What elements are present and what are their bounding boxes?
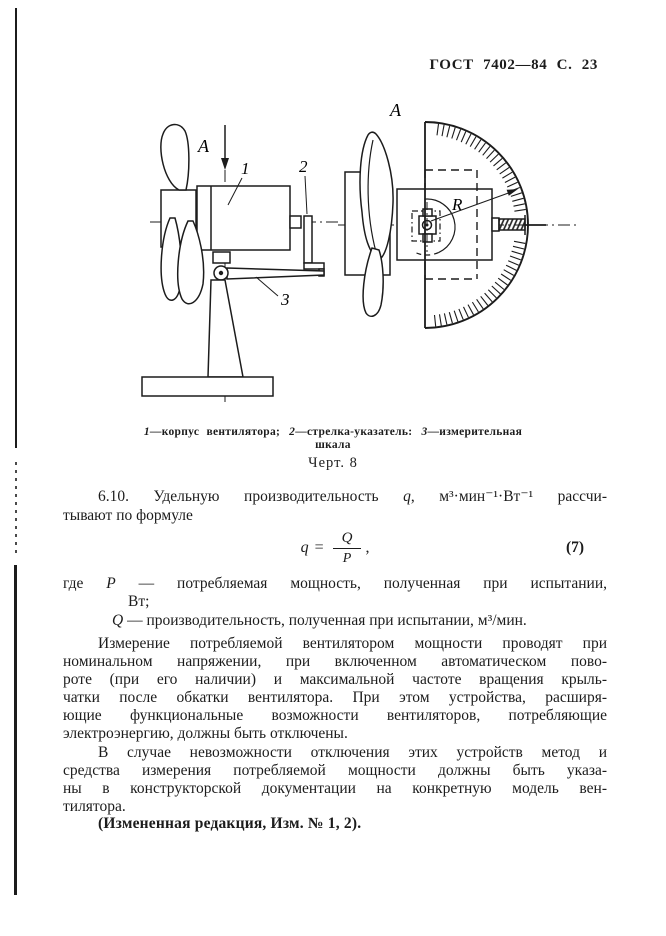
scan-artifact-left-edge-bottom [14, 565, 17, 895]
fraction-numerator: Q [341, 529, 353, 546]
pointer-bracket-vertical [304, 216, 312, 263]
part-label-2: 2 [299, 157, 308, 176]
fan-view-a [338, 122, 576, 328]
para3-line4: тилятора. [63, 798, 126, 815]
leader-2 [305, 176, 307, 214]
leader-3 [256, 277, 278, 296]
variable-Q: Q [112, 612, 124, 629]
figure-fan-drawing [0, 90, 666, 420]
where-line-p: где P — потребляемая мощность, полученная при испытании, [63, 575, 607, 592]
radius-label: R [452, 195, 463, 214]
para3-line2: средства измерения потребляемой мощности должны быть указа- [63, 762, 607, 779]
caption-num-2: 2 [289, 426, 296, 438]
fan-side-view [142, 125, 338, 406]
section-610-line1: 6.10. Удельную производительность q, м³·мин⁻¹·Вт⁻¹ рассчи- [98, 488, 607, 505]
stand-base [142, 377, 273, 396]
figure-number: Черт. 8 [308, 455, 358, 471]
pointer-bracket-foot [304, 263, 324, 269]
para3-line3: ны в конструкторской документации на конкретную модель вен- [63, 780, 607, 797]
part-label-3: 3 [281, 290, 290, 309]
para2-line3: роте (при его наличии) и максимальной частоте вращения крыль- [63, 671, 607, 688]
pointer-shaft-threaded [499, 219, 525, 230]
view-arrow-head [221, 158, 229, 170]
shaft-stub [290, 216, 301, 228]
caption-text-3: —измерительная [427, 426, 523, 438]
figure-caption-line1 [0, 426, 666, 438]
pivot-bracket [213, 252, 230, 263]
where-line-q: Q — производительность, полученная при испытании, м³/мин. [112, 612, 527, 629]
figure-caption-line2: шкала [315, 439, 351, 451]
formula-tag: (7) [566, 539, 585, 556]
para2-line4: чатки после обкатки вентилятора. При этом устройства, расширя- [63, 689, 607, 706]
para3-line1: В случае невозможности отключения этих устройств метод и [98, 744, 607, 761]
view-label-a-right: A [390, 100, 401, 120]
variable-p: P [106, 575, 116, 592]
para2-line6: электроэнергию, должны быть отключены. [63, 725, 348, 742]
part-label-1: 1 [241, 159, 250, 178]
stand-column [208, 280, 243, 377]
equals-sign: = [314, 539, 324, 556]
document-header: ГОСТ 7402—84 С. 23 [429, 57, 598, 73]
view-label-a-left: A [198, 136, 209, 156]
para2-line5: ющие функциональные возможности вентиляторов, потребляющие [63, 707, 607, 724]
scan-artifact-left-edge-dots [15, 462, 17, 558]
amendment-note: (Измененная редакция, Изм. № 1, 2). [98, 815, 362, 832]
fan-blade-upper [161, 125, 189, 190]
formula-block [63, 529, 607, 567]
para2-line2: номинальном напряжении, при включенном автоматическом пово- [63, 653, 607, 670]
formula-lhs: q [300, 539, 309, 556]
caption-num-3: 3 [421, 426, 428, 438]
para2-line1: Измерение потребляемой вентилятором мощности проводят при [98, 635, 607, 652]
where-line-p-cont: Вт; [128, 593, 150, 610]
caption-num-1: 1 [143, 426, 150, 438]
variable-q: q [403, 488, 411, 505]
fraction-denominator: P [333, 548, 362, 566]
caption-text-1: —корпус вентилятора; [149, 426, 281, 438]
where-keyword: где [63, 575, 84, 592]
fraction [332, 531, 363, 566]
pointer-shaft-stub [492, 218, 499, 231]
section-610-line2: тывают по формуле [63, 507, 193, 524]
formula-q-equals-Q-over-P: q = $\frac{Q}{P}$ , [300, 529, 370, 566]
caption-text-2: —стрелка-указатель: [295, 426, 413, 438]
